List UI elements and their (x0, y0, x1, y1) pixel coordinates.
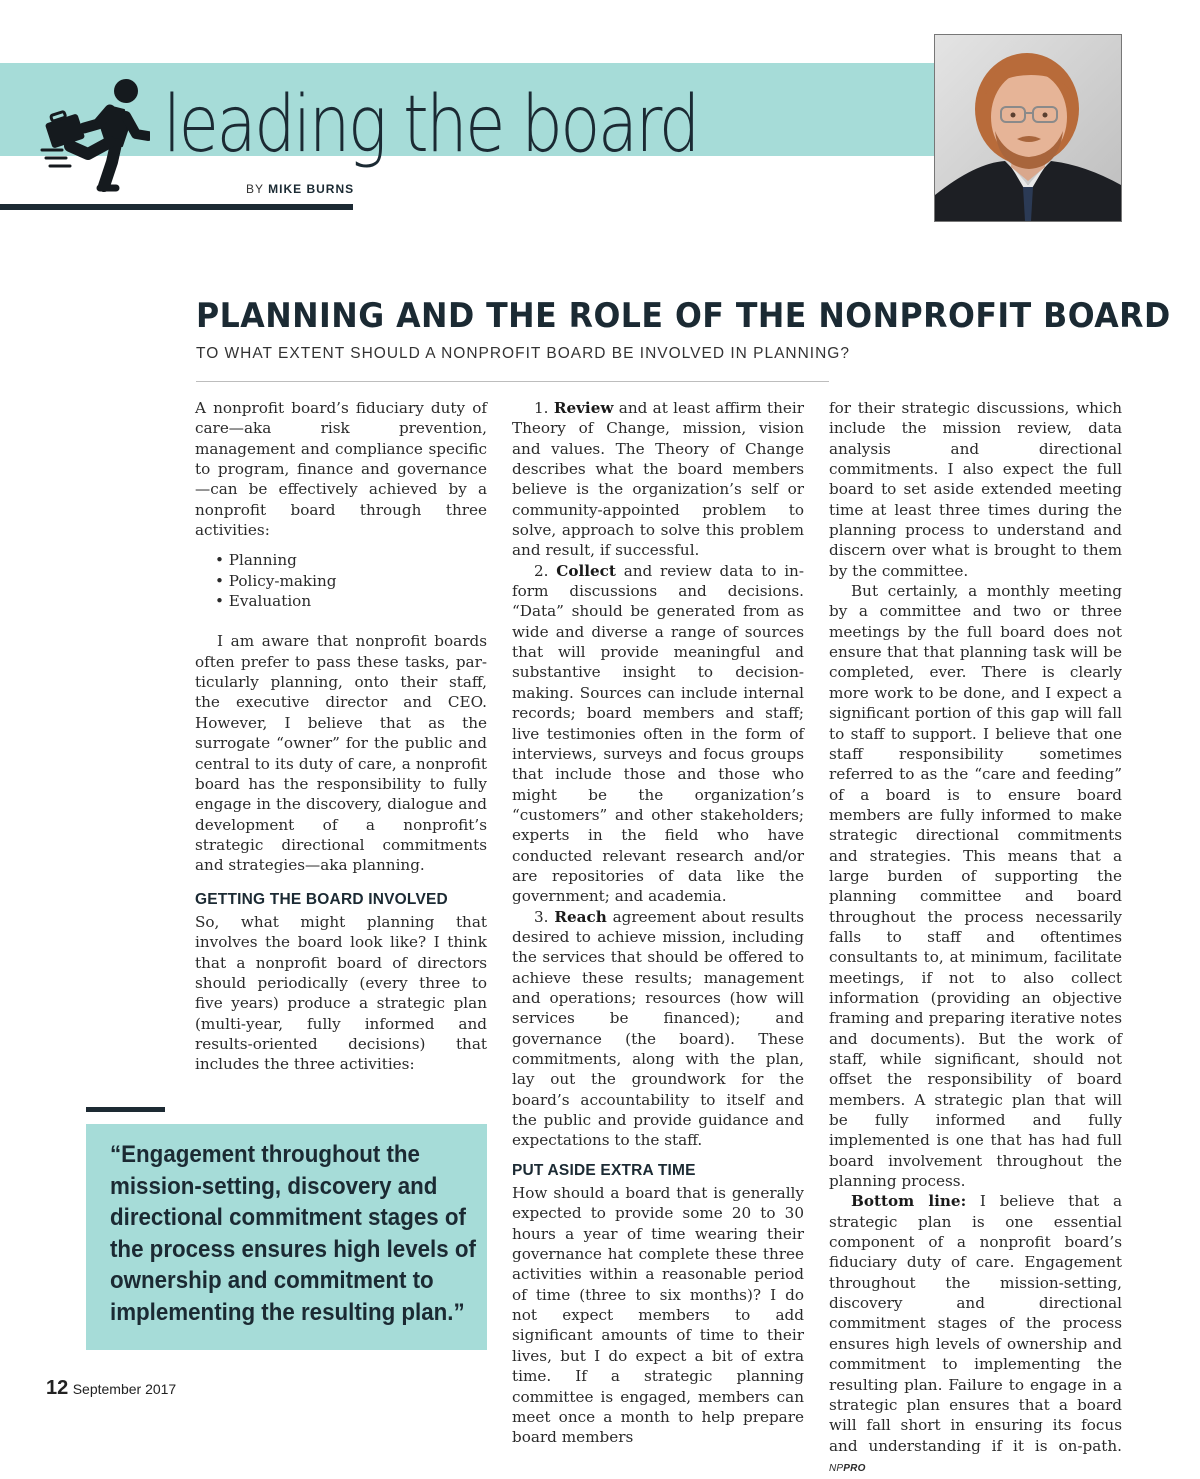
author-name: MIKE BURNS (268, 182, 355, 196)
issue-date: September 2017 (72, 1381, 177, 1397)
subhead-put-aside-extra-time: PUT ASIDE EXTRA TIME (512, 1161, 696, 1179)
running-businessman-icon (40, 76, 150, 194)
pullquote-box (86, 1124, 487, 1350)
column-2 (512, 398, 804, 1448)
paragraph: How should a board that is generally expected to provide some 20 to 30 hours a year of time wearing their governance hat complete these three activities within a reasonable period of time (three to six months)? I do not expect members to add significant amounts of time to their lives, but I do expect a bit of extra time. If a strategic planning committee is engaged, members can meet once a month to help prepare board members (512, 1184, 804, 1447)
list-item: • Policy-making (215, 571, 487, 591)
byline (246, 182, 354, 196)
paragraph: I am aware that nonprofit boards often prefer to pass these tasks, particularly planning, onto their staff, the executive director and CEO. However, I believe that as the surrogate “owner” for the public and central to its duty of care, a nonprofit board has the responsibility to fully engage in the discovery, dialogue and development of a nonprofit’s strategic directional commitments and strategies—aka planning. (195, 632, 487, 875)
numbered-item-collect: 2. Collect and review data to inform discussions and decisions. “Data” should be generated from as wide and diverse a range of sources that will provide meaningful and substantive insight to decision-making. Sources can include internal records; board members and staff; live testimonies often in the form of interviews, surveys and focus groups that include those and those who might be the organization’s “customers” and other stakeholders; experts in the field who have conducted relevant research and/or are repositories of data like the government; and academia. (512, 561, 804, 906)
paragraph: But certainly, a monthly meeting by a committee and two or three meetings by the full board does not ensure that that planning task will be completed, ever. There is clearly more work to be done, and I expect a significant portion of this gap will fall to staff to support. I believe that one staff responsibility sometimes referred to as the “care and feeding” of a board is to ensure board members are fully informed to make strategic directional commitments and strategies. This means that a large burden of supporting the planning committee and board throughout the process necessarily falls to staff and oftentimes consultants to, at minimum, facilitate meetings, if not to also collect information (providing an objective framing and preparing iterative notes and documents). But the work of staff, while significant, should not offset the responsibility of board members. A strategic plan that will be fully informed and fully implemented is one that has had full board involvement throughout the planning process. (829, 582, 1122, 1191)
bottom-line-paragraph: Bottom line: I believe that a strategic plan is one essential component of a nonprofit board’s fiduciary duty of care. Engagement throughout the mission-setting, discovery and directional commitment stages of the process ensures high levels of ownership and commitment to implementing the resulting plan. Failure to engage in a strategic plan ensures that a board will fall short in ensuring its focus and understanding if it is on-path. NPPRO (829, 1192, 1123, 1474)
page-number: 12 (46, 1377, 69, 1399)
nppro-sign-off: NPPRO (829, 1462, 866, 1474)
list-item: • Evaluation (215, 591, 487, 611)
pullquote-text: “Engagement throughout the mission-setting, discovery and directional commitment stages of the process ensures high levels of ownership and commitment to implementing the resulting plan.” (110, 1141, 476, 1326)
subhead-getting-board-involved: GETTING THE BOARD INVOLVED (195, 890, 448, 908)
headline-divider (196, 381, 829, 382)
pullquote-accent-bar (86, 1107, 165, 1112)
page-folio (46, 1377, 176, 1400)
numbered-item-review: 1. Review and at least affirm their Theory of Change, mission, vision and values. The Theory of Change describes what the board members believe is the organization’s self or community-appointed problem to solve, approach to solve this problem and result, if successful. (512, 399, 804, 560)
activities-list (195, 550, 487, 611)
column-3 (829, 398, 1122, 1479)
byline-prefix: BY (246, 182, 264, 196)
header-underline (0, 204, 353, 210)
paragraph: So, what might planning that involves the board look like? I think that a nonprofit board of directors should periodically (every three to five years) produce a strategic plan (multi-year, fully informed and results-oriented decisions) that includes the three activities: (195, 912, 487, 1074)
article-headline: PLANNING AND THE ROLE OF THE NONPROFIT BOARD (196, 296, 1171, 336)
list-item: • Planning (215, 550, 487, 570)
paragraph: for their strategic discussions, which include the mission review, data analysis and directional commitments. I also expect the full board to set aside extended meeting time at least three times during the planning process to understand and discern over what is brought to them by the committee. (829, 399, 1122, 580)
column-1 (195, 398, 487, 1075)
author-portrait (934, 34, 1122, 222)
article-dek: TO WHAT EXTENT SHOULD A NONPROFIT BOARD BE INVOLVED IN PLANNING? (196, 345, 850, 362)
paragraph: A nonprofit board’s fiduciary duty of care—aka risk prevention, management and compliance specific to program, finance and governance—can be effectively achieved by a nonprofit board through three activities: (195, 399, 487, 540)
section-title: leading the board (163, 80, 698, 170)
numbered-item-reach: 3. Reach agreement about results desired to achieve mission, including the services that should be offered to achieve these results; management and operations; resources (how will services be financed); and governance (the board). These commitments, along with the plan, lay out the groundwork for the board’s accountability to itself and the public and provide guidance and expectations to the staff. (512, 907, 804, 1150)
